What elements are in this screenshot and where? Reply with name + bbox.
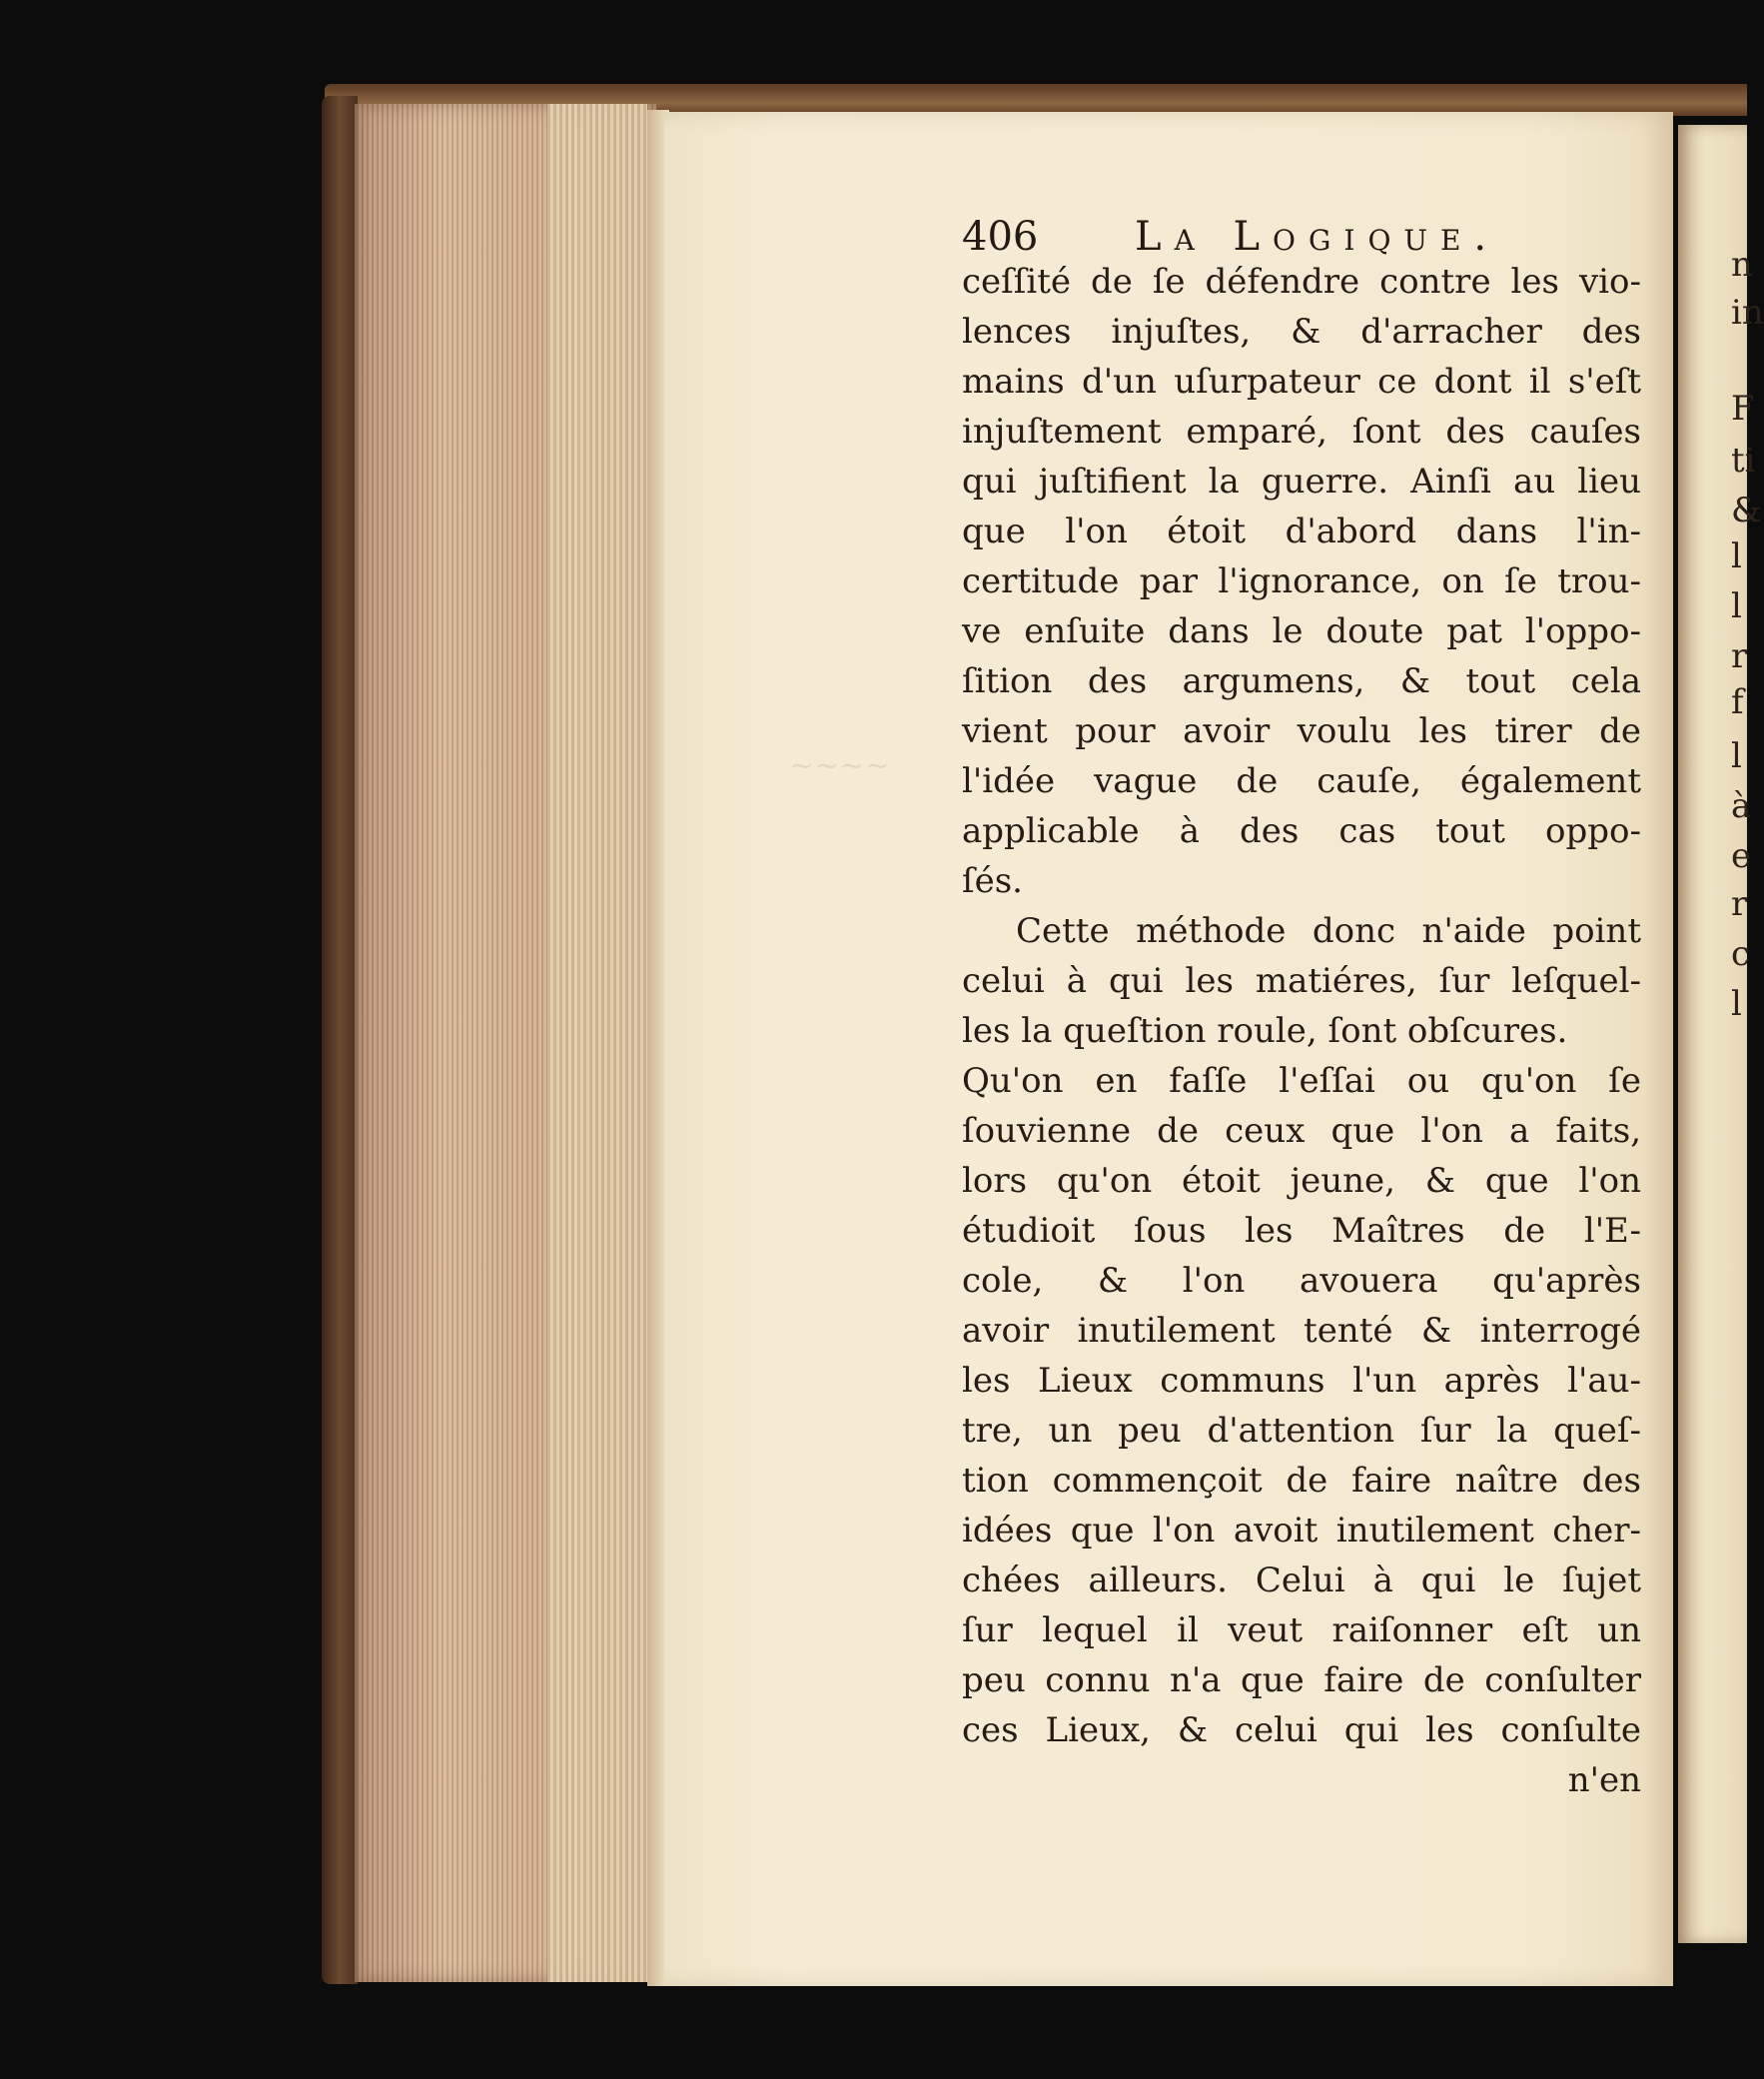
text-line: que l'on étoit d'abord dans l'in- bbox=[962, 512, 1641, 551]
text-line: tion commençoit de faire naître des bbox=[962, 1461, 1641, 1501]
text-line: Cette méthode donc n'aide point bbox=[1016, 911, 1641, 951]
text-line: ceſſité de ſe défendre contre les vio- bbox=[962, 262, 1641, 302]
text-line: ſouvienne de ceux que l'on a faits, bbox=[962, 1111, 1641, 1151]
facing-page-fragment: e bbox=[1731, 836, 1752, 876]
text-line: tre, un peu d'attention ſur la queſ- bbox=[962, 1411, 1641, 1451]
text-line: lences injuſtes, & d'arracher des bbox=[962, 312, 1641, 352]
facing-page-fragment: f bbox=[1731, 682, 1744, 722]
text-line: mains d'un uſurpateur ce dont il s'eſt bbox=[962, 362, 1641, 402]
text-line: les Lieux communs l'un après l'au- bbox=[962, 1361, 1641, 1401]
text-line: l'idée vague de cauſe, également bbox=[962, 761, 1641, 801]
bleed-through-marginal-note: ~~~~ bbox=[789, 748, 890, 783]
text-line: injuſtement emparé, ſont des cauſes bbox=[962, 412, 1641, 452]
facing-page-fragment: l bbox=[1731, 536, 1742, 576]
facing-page-fragment: c bbox=[1731, 934, 1751, 974]
book-spine bbox=[322, 96, 358, 1984]
facing-page-fragment: l bbox=[1731, 736, 1742, 776]
facing-page-fragment: r bbox=[1731, 884, 1748, 924]
text-line: chées ailleurs. Celui à qui le ſujet bbox=[962, 1560, 1641, 1600]
text-line: Qu'on en faſſe l'eſſai ou qu'on ſe bbox=[962, 1061, 1641, 1101]
text-line: certitude par l'ignorance, on ſe trou- bbox=[962, 561, 1641, 601]
facing-page-fragment: n bbox=[1731, 245, 1753, 285]
text-line: peu connu n'a que faire de conſulter bbox=[962, 1660, 1641, 1700]
facing-page-fragment: & bbox=[1731, 491, 1762, 530]
text-line: étudioit ſous les Maîtres de l'E- bbox=[962, 1211, 1641, 1251]
text-line: qui juſtifient la guerre. Ainſi au lieu bbox=[962, 462, 1641, 502]
text-line: ces Lieux, & celui qui les conſulte bbox=[962, 1710, 1641, 1750]
facing-page-fragment: F bbox=[1731, 389, 1755, 429]
text-line: celui à qui les matiéres, ſur leſquel- bbox=[962, 961, 1641, 1001]
text-line: applicable à des cas tout oppo- bbox=[962, 811, 1641, 851]
facing-page-fragment: l bbox=[1731, 586, 1742, 626]
running-title: La Logique. bbox=[1135, 214, 1500, 260]
text-line: idées que l'on avoit inutilement cher- bbox=[962, 1511, 1641, 1551]
text-line: vient pour avoir voulu les tirer de bbox=[962, 711, 1641, 751]
text-line: les la queſtion roule, ſont obſcures. bbox=[962, 1011, 1568, 1051]
facing-page-fragment: à bbox=[1731, 786, 1752, 826]
text-line: ſés. bbox=[962, 861, 1023, 901]
text-line: ve enſuite dans le doute pat l'oppo- bbox=[962, 611, 1641, 651]
inner-page-edges bbox=[547, 104, 647, 1982]
page-number: 406 bbox=[962, 214, 1039, 260]
text-line: avoir inutilement tenté & interrogé bbox=[962, 1311, 1641, 1351]
text-line: ſition des argumens, & tout cela bbox=[962, 661, 1641, 701]
facing-page-fragment: ti bbox=[1731, 441, 1756, 481]
catchword: n'en bbox=[1567, 1760, 1641, 1800]
text-line: cole, & l'on avouera qu'après bbox=[962, 1261, 1641, 1301]
facing-page-fragment: l bbox=[1731, 984, 1742, 1024]
text-line: lors qu'on étoit jeune, & que l'on bbox=[962, 1161, 1641, 1201]
text-line: ſur lequel il veut raiſonner eſt un bbox=[962, 1610, 1641, 1650]
facing-page-fragment: r bbox=[1731, 636, 1748, 676]
facing-page-fragment: in bbox=[1731, 293, 1764, 333]
running-header bbox=[962, 214, 1521, 258]
